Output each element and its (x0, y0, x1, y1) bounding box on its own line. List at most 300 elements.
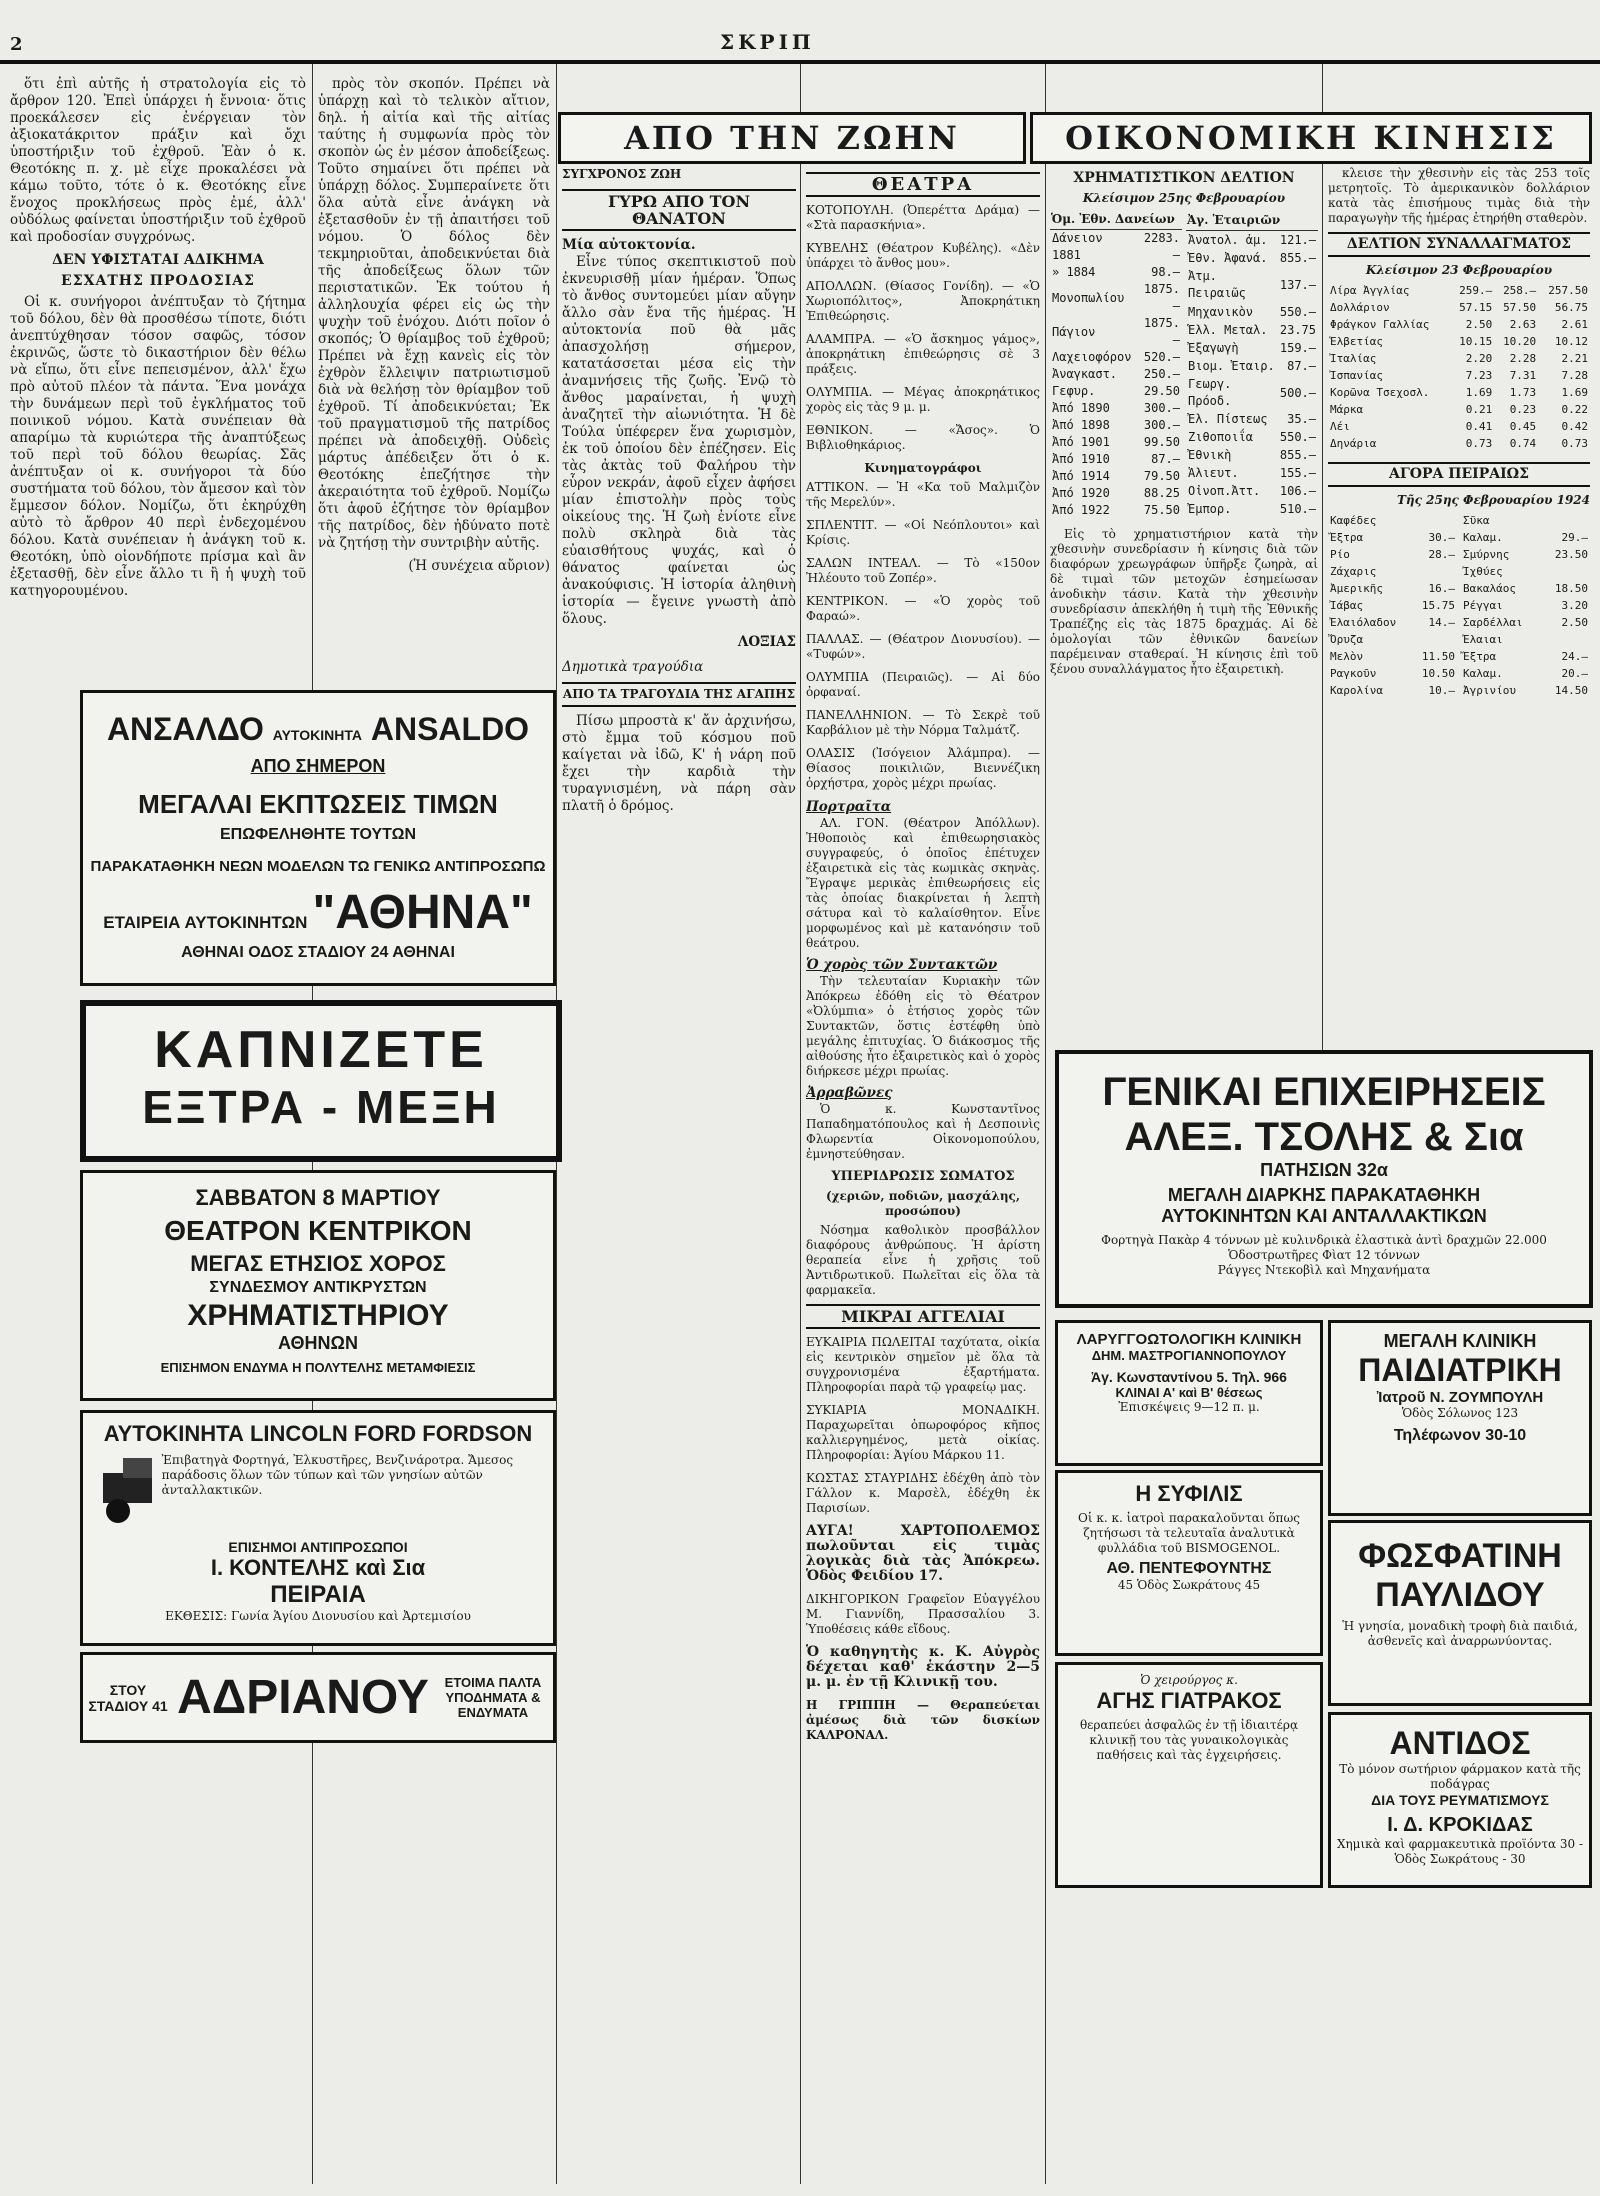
ad-line: ΕΞΤΡΑ - ΜΕΞΗ (142, 1081, 500, 1133)
table-row (1461, 631, 1590, 648)
ad-body: Οἱ κ. κ. ἰατροὶ παρακαλοῦνται ὅπως ζητήσωσι τὰ τελευταῖα ἀναλυτικὰ φυλλάδια τοῦ BISMOGENOL. (1078, 1511, 1300, 1555)
quote-value: 57.15 (1459, 301, 1493, 314)
ad-brand: ΑΝΣΑΛΔΟ (106, 711, 264, 747)
quote-label: Ζάχαρις (1330, 565, 1377, 578)
quote-label: Γεφυρ. (1052, 384, 1096, 398)
table-header: Ὁμ. Ἐθν. Δανείων (1050, 210, 1182, 230)
theatre-item: ΑΤΤΙΚΟΝ. — Ἡ «Κα τοῦ Μαλμιζὸν τῆς Μερελύν». (806, 480, 1040, 509)
quote-value: 99.50 (1143, 435, 1180, 449)
quote-label: Ἀπό 1914 (1052, 469, 1110, 483)
section-label: ΣΥΓΧΡΟΝΟΣ ΖΩΗ (562, 167, 682, 181)
column-rule (800, 64, 801, 2184)
theatre-item: ΕΘΝΙΚΟΝ. — «Ἄσος». Ὁ Βιβλιοθηκάριος. (806, 423, 1040, 452)
table-row (1050, 349, 1182, 366)
ad-antidol (1328, 1712, 1592, 1888)
table-row (1328, 418, 1590, 435)
classified-item: ΣΥΚΙΑΡΙΑ ΜΟΝΑΔΙΚΗ. Παραχωρεῖται ὀπωροφόρος κῆπος καλλιεργημένος, μετὰ οἰκίας. Πληροφορίαι: Ἀγίου Μάρκου 11. (806, 1403, 1040, 1462)
ad-body: θεραπεύει ἀσφαλῶς ἐν τῇ ἰδιαιτέρᾳ κλινικῇ του τὰς γυναικολογικὰς παθήσεις καὶ τὰς ἐγχειρήσεις. (1079, 1718, 1299, 1762)
quote-value (1542, 563, 1590, 580)
classifieds-list (806, 1335, 1040, 1743)
table-row (1328, 299, 1590, 316)
ad-line: Ι. ΚΟΝΤΕΛΗΣ καὶ Σια (210, 1555, 426, 1580)
quote-value: 87.— (1151, 452, 1180, 466)
table-row (1186, 465, 1318, 483)
ad-line: ΑΠΟ ΣΗΜΕΡΟΝ (250, 756, 386, 776)
column-3-article (562, 166, 796, 2126)
ad-line: ΑΥΤΟΚΙΝΗΤΩΝ ΚΑΙ ΑΝΤΑΛΛΑΚΤΙΚΩΝ (1161, 1206, 1487, 1226)
quote-value: 10.20 (1503, 335, 1537, 348)
table-row (1050, 417, 1182, 434)
cinema-heading: Κινηματογράφοι (864, 461, 982, 475)
quote-label: Καρολίνα (1330, 684, 1383, 697)
quote-value: 2.61 (1561, 318, 1588, 331)
quote-value: 2.63 (1509, 318, 1537, 331)
quote-label: Καλαμ. (1463, 531, 1503, 544)
quote-label: Σμύρνης (1463, 548, 1510, 561)
ad-agent: ΑΘ. ΠΕΝΤΕΦΟΥΝΤΗΣ (1106, 1560, 1272, 1577)
ad-name: ΑΝΤΙΔΟΣ (1389, 1725, 1531, 1761)
quote-label: Φράγκον Γαλλίας (1330, 318, 1430, 331)
ad-line: ΧΡΗΜΑΤΙΣΤΗΡΙΟΥ (187, 1299, 449, 1332)
quote-label: Καλαμ. (1463, 667, 1503, 680)
classified-item: Η ΓΡΙΠΠΗ — Θεραπεύεται ἀμέσως διὰ τῶν δισκίων ΚΑΛΡΟΝΑΛ. (806, 1698, 1040, 1742)
table-row (1328, 333, 1590, 350)
quote-value: 14.50 (1554, 684, 1588, 697)
banner-economic: ΟΙΚΟΝΟΜΙΚΗ ΚΙΝΗΣΙΣ (1030, 112, 1592, 164)
ad-line: ΠΕΙΡΑΙΑ (270, 1581, 366, 1608)
theatre-title: ΘΕΑΤΡΑ (806, 172, 1040, 197)
notice-subtitle: (χεριῶν, ποδιῶν, μασχάλης, προσώπου) (825, 1189, 1021, 1218)
quote-value: 257.50 (1548, 284, 1588, 297)
quote-value: 16.— (1428, 582, 1455, 595)
quote-label: » 1884 (1052, 265, 1096, 279)
table-row (1328, 631, 1457, 648)
quote-value: 259.— (1459, 284, 1493, 297)
quote-value: 1875.— (1143, 282, 1180, 313)
ad-dealer: Ι. Δ. ΚΡΟΚΙΔΑΣ (1387, 1814, 1533, 1836)
quote-value: 159.— (1279, 340, 1316, 355)
table-row (1186, 447, 1318, 465)
quote-value: 2.50 (1465, 318, 1493, 331)
ad-smoke (80, 1000, 562, 1162)
quote-label: Κορῶνα Τσεχοσλ. (1330, 386, 1430, 399)
quote-value: 56.75 (1554, 301, 1588, 314)
column-6-exchange (1328, 166, 1590, 1036)
theatre-item: ΚΟΤΟΠΟΥΛΗ. (Ὀπερέττα Δράμα) — «Στὰ παρασκήνια». (806, 203, 1040, 232)
quote-value: 35.— (1287, 412, 1316, 427)
quote-label: Ἑλλ. Μεταλ. (1188, 322, 1268, 337)
table-row (1186, 303, 1318, 321)
quote-label: Ἀπό 1910 (1052, 452, 1110, 466)
ad-line: ΘΕΑΤΡΟΝ ΚΕΝΤΡΙΚΟΝ (164, 1215, 472, 1246)
newspaper-name: ΣΚΡΙΠ (720, 30, 815, 54)
ad-line: Ράγγες Ντεκοβὶλ καὶ Μηχανήματα (1217, 1263, 1431, 1277)
article-title: ΓΥΡΩ ΑΠΟ ΤΟΝ ΘΑΝΑΤΟΝ (562, 189, 796, 231)
quote-value: 88.25 (1143, 486, 1180, 500)
table-row (1461, 563, 1590, 580)
table-row (1186, 429, 1318, 447)
classified-item: ΚΩΣΤΑΣ ΣΤΑΥΡΙΔΗΣ ἐδέχθη ἀπὸ τὸν Γάλλον κ. Μαρσὲλ, ἐδέχθη ἐκ Παρισίων. (806, 1471, 1040, 1515)
table-row (1328, 563, 1457, 580)
quote-label: Ἀπό 1898 (1052, 418, 1110, 432)
table-row (1328, 350, 1590, 367)
quote-value: 0.73 (1561, 437, 1588, 450)
table-row (1328, 435, 1590, 452)
quote-value: 1.69 (1561, 386, 1588, 399)
quote-label: Ἐλαιαι (1463, 633, 1503, 646)
table-row (1461, 597, 1590, 614)
quote-value: 28.— (1428, 548, 1455, 561)
quote-label: Ἁλιευτ. (1188, 466, 1239, 481)
quote-label: Βιομ. Ἑταιρ. (1188, 358, 1275, 373)
ad-sub: ΑΥΤΟΚΙΝΗΤΑ (272, 727, 362, 743)
quote-label: Ἑλβετίας (1330, 335, 1383, 348)
table-row (1050, 315, 1182, 349)
ad-syphilis (1055, 1470, 1323, 1656)
quote-value: 550.— (1279, 304, 1316, 319)
quote-value: 79.50 (1143, 469, 1180, 483)
table-row (1328, 384, 1590, 401)
table-row (1186, 249, 1318, 267)
ad-street: ΣΤΟΥ ΣΤΑΔΙΟΥ 41 (88, 1681, 168, 1714)
classifieds-title: ΜΙΚΡΑΙ ΑΓΓΕΛΙΑΙ (806, 1304, 1040, 1329)
ad-company: ΕΤΑΙΡΕΙΑ ΑΥΤΟΚΙΝΗΤΩΝ (103, 913, 308, 932)
table-row (1461, 512, 1590, 529)
quote-label: Ἰταλίας (1330, 352, 1377, 365)
ad-line: ΔΙΑ ΤΟΥΣ ΡΕΥΜΑΤΙΣΜΟΥΣ (1371, 1792, 1549, 1808)
quote-value: 20.— (1561, 667, 1588, 680)
ad-pediatric (1328, 1320, 1592, 1516)
table-row (1186, 411, 1318, 429)
quote-value: 0.41 (1465, 420, 1493, 433)
table-row (1050, 434, 1182, 451)
table-row (1328, 648, 1457, 665)
quote-value: 87.— (1287, 358, 1316, 373)
ad-ent-clinic (1055, 1320, 1323, 1466)
column-5-bourse (1050, 166, 1318, 1036)
ad-body: Ἡ γνησία, μοναδικὴ τροφὴ διὰ παιδιά, ἀσθενεῖς καὶ ἀναρρωνύοντας. (1342, 1619, 1578, 1648)
ad-line: Ὁδοστρωτῆρες Φὶατ 12 τόννων (1228, 1248, 1420, 1262)
quote-value: 10.12 (1554, 335, 1588, 348)
ad-adrianou (80, 1652, 556, 1743)
theatre-item: ΑΠΟΛΛΩΝ. (Θίασος Γονίδη). — «Ὁ Χωριοπόλιτος», Ἀποκρηάτικη Ἐπιθεώρησις. (806, 279, 1040, 323)
quote-value: 155.— (1279, 466, 1316, 481)
ad-line: ΜΕΓΑΣ ΕΤΗΣΙΟΣ ΧΟΡΟΣ (190, 1251, 446, 1276)
ad-line: Ἐπισκέψεις 9—12 π. μ. (1118, 1400, 1260, 1414)
quote-label: Ἀγρινίου (1463, 684, 1516, 697)
poem-body: Πίσω μπροστὰ κ' ἄν ἀρχινήσω, στὸ ἔμμα τοῦ κόσμου ποῦ καίγεται νὰ ἰδῶ, Κ' ἡ νάρη ποῦ ἔχει τὴν καρδιὰ τὴν τυραγνισμένη, νὰ πάρη σὰν πλατῆ ὁ δρόμος. (562, 713, 796, 814)
poem-title: ΑΠΟ ΤΑ ΤΡΑΓΟΥΔΙΑ ΤΗΣ ΑΓΑΠΗΣ (562, 682, 796, 707)
article-continued: (Ἡ συνέχεια αὔριον) (408, 558, 550, 574)
quote-value (1542, 631, 1590, 648)
quote-label: Λαχειοφόρον (1052, 350, 1132, 364)
ball-body: Τὴν τελευταίαν Κυριακὴν τῶν Ἀπόκρεω ἐδόθη εἰς τὸ Θέατρον «Ὀλύμπια» ὁ ἐτήσιος χορὸς τῶν Συντακτῶν, ὅστις ἐστέφθη ὑπὸ μεγάλης ἐπιτυχίας. Ὁ διάκοσμος τῆς αἰθούσης ἦτο ἐξαιρετικὸς καὶ ὁ χορὸς διήρκεσε μέχρι πρωίας. (806, 974, 1040, 1078)
bourse-title: ΧΡΗΜΑΤΙΣΤΙΚΟΝ ΔΕΛΤΙΟΝ (1073, 170, 1295, 186)
quote-value: 10.— (1428, 684, 1455, 697)
quote-value: 2.50 (1561, 616, 1588, 629)
ad-address: Ὁδὸς Σόλωνος 123 (1401, 1406, 1519, 1420)
column-rule (1322, 64, 1323, 1114)
quote-label: Ρίο (1330, 548, 1350, 561)
quote-label: Λίρα Ἀγγλίας (1330, 284, 1410, 297)
table-row (1186, 321, 1318, 339)
quote-label: Μονοπωλίου (1052, 290, 1125, 305)
quote-value: 29.— (1561, 531, 1588, 544)
ad-brand-latin: ANSALDO (370, 711, 530, 747)
column-4-theatre (806, 166, 1040, 2126)
piraeus-subtitle: Τῆς 25ης Φεβρουαρίου 1924 (1396, 493, 1590, 507)
bourse-table-loans (1050, 210, 1182, 519)
table-row (1186, 375, 1318, 411)
quote-label: Ἐλ. Πίστεως (1188, 412, 1268, 427)
ad-surgeon (1055, 1662, 1323, 1888)
ad-line: ΕΠΙΣΗΜΟΝ ΕΝΔΥΜΑ Η ΠΟΛΥΤΕΛΗΣ ΜΕΤΑΜΦΙΕΣΙΣ (160, 1360, 476, 1375)
theatre-item: ΚΥΒΕΛΗΣ (Θέατρον Κυβέλης). «Δὲν ὑπάρχει τὸ ἄνθος μου». (806, 241, 1040, 270)
theatre-item: ΟΛΥΜΠΙΑ (Πειραιῶς). — Αἱ δύο ὀρφαναί. (806, 670, 1040, 699)
quote-label: Ραγκοῦν (1330, 667, 1377, 680)
car-illustration (93, 1453, 152, 1533)
quote-label: Ἰάβας (1330, 599, 1364, 612)
ad-line: ΕΠΙΣΗΜΟΙ ΑΝΤΙΠΡΟΣΩΠΟΙ (228, 1539, 408, 1555)
theatre-item: ΠΑΝΕΛΛΗΝΙΟΝ. — Τὸ Σεκρὲ τοῦ Καρβάλιον μὲ τὴν Νόρμα Ταλμάτζ. (806, 708, 1040, 737)
table-row (1328, 282, 1590, 299)
notice-body: Νόσημα καθολικὸν προσβάλλον διαφόρους ἀνθρώπους. Ἡ ἀρίστη θεραπεία εἶνε ἡ χρῆσις τοῦ Ἀντιδρωτικοῦ. Πωλεῖται εἰς ὅλα τὰ φαρμακεῖα. (806, 1223, 1040, 1297)
ad-line: ΚΑΠΝΙΖΕΤΕ (154, 1021, 488, 1079)
quote-value: 18.50 (1554, 582, 1588, 595)
theatre-item: ΟΛΑΣΙΣ (Ἰσόγειον Ἀλάμπρα). — Θίασος ποικιλιῶν, Βιεννέζικη ὀρχήστρα, χορὸς μέχρι πρωίας. (806, 746, 1040, 790)
quote-label: Ἰχθύες (1463, 565, 1503, 578)
ad-address: ΠΑΤΗΣΙΩΝ 32α (1260, 1160, 1388, 1180)
quote-value: 0.21 (1465, 403, 1493, 416)
table-row (1461, 546, 1590, 563)
quote-label: Δολλάριον (1330, 301, 1390, 314)
quote-value: 1.69 (1465, 386, 1493, 399)
table-row (1461, 614, 1590, 631)
quote-label: Δάνειον 1881 (1052, 231, 1103, 262)
quote-value: 0.74 (1509, 437, 1537, 450)
table-row (1328, 512, 1457, 529)
bourse-subtitle: Κλείσιμον 25ης Φεβρουαρίου (1082, 191, 1286, 205)
ad-line: ΜΕΓΑΛΗ ΔΙΑΡΚΗΣ ΠΑΡΑΚΑΤΑΘΗΚΗ (1167, 1185, 1481, 1205)
ad-title: ΛΑΡΥΓΓΟΩΤΟΛΟΓΙΚΗ ΚΛΙΝΙΚΗ (1076, 1331, 1302, 1348)
quote-value: 14.— (1428, 616, 1455, 629)
ad-name: ΑΛΕΞ. ΤΣΟΛΗΣ & Σια (1124, 1115, 1524, 1159)
table-row (1050, 264, 1182, 281)
quote-value: 1.73 (1509, 386, 1537, 399)
theatre-list (806, 203, 1040, 791)
quote-label: Ἀνατολ. ἀμ. (1188, 232, 1268, 247)
quote-label: Ἐλαιόλαδον (1330, 616, 1397, 629)
quote-value: 2.21 (1561, 352, 1588, 365)
quote-value: 11.50 (1421, 650, 1455, 663)
ad-line: ΦΩΣΦΑΤΙΝΗ (1358, 1537, 1562, 1575)
masthead (0, 0, 1600, 64)
ad-line: ΠΑΡΑΚΑΤΑΘΗΚΗ ΝΕΩΝ ΜΟΔΕΛΩΝ ΤΩ ΓΕΝΙΚΩ ΑΝΤΙΠΡΟΣΩΠΩ (90, 858, 546, 875)
quote-label: Σαρδέλλαι (1463, 616, 1523, 629)
quote-label: Ἰσπανίας (1330, 369, 1383, 382)
table-row (1461, 648, 1590, 665)
table-row (1050, 502, 1182, 519)
notice-title: ΥΠΕΡΙΔΡΩΣΙΣ ΣΩΜΑΤΟΣ (831, 1169, 1015, 1184)
table-row (1050, 230, 1182, 265)
quote-label: Βακαλάος (1463, 582, 1516, 595)
classified-item: ΔΙΚΗΓΟΡΙΚΟΝ Γραφεῖον Εὐαγγέλου Μ. Γιαννίδη, Πρασσαλίου 3. Ὑποθέσεις κάθε εἴδους. (806, 1592, 1040, 1636)
quote-label: Ἐθν. Ἀφανά. (1188, 250, 1268, 265)
table-row (1328, 580, 1457, 597)
quote-value: 24.— (1561, 650, 1588, 663)
article-heading: ΔΕΝ ΥΦΙΣΤΑΤΑΙ ΑΔΙΚΗΜΑ (52, 252, 264, 268)
ad-ansaldo (80, 690, 556, 986)
market-body: Εἰς τὸ χρηματιστήριον κατὰ τὴν χθεσινὴν συνεδρίασιν ἡ κίνησις διὰ τῶν διαφόρων χρεωγράφων ὑπῆρξε ζωηρὰ, αἱ δὲ τιμαὶ τῶν μετοχῶν ἐσημείωσαν ἀνοδικὴν τάσιν. Κατὰ τὴν χθεσινὴν συνεδρίασιν ἀπεκλήθη ἡ τιμὴ τῆς Ἐθνικῆς Τραπέζης εἰς τὰς 1875 δραχμάς. Αἱ δὲ ὁμολογίαι τῶν ἐθνικῶν δανείων παρέμειναν σταθεραί. Ἡ κίνησις ἐπὶ τοῦ ξένου συναλλάγματος ἦτο ἐξαιρετικὴ. (1050, 527, 1318, 676)
poem-section: Δημοτικὰ τραγούδια (562, 659, 704, 675)
quote-value: 57.50 (1503, 301, 1537, 314)
ad-address: 45 Ὁδὸς Σωκράτους 45 (1117, 1578, 1261, 1592)
ad-line: ΣΥΝΔΕΣΜΟΥ ΑΝΤΙΚΡΥΣΤΩΝ (209, 1279, 427, 1296)
quote-label: Ἀναγκαστ. (1052, 367, 1118, 381)
table-row (1050, 383, 1182, 400)
ad-name: ΑΔΡΙΑΝΟΥ (177, 1671, 429, 1724)
quote-value: 10.15 (1459, 335, 1493, 348)
table-row (1050, 451, 1182, 468)
ad-line: ΕΠΩΦΕΛΗΘΗΤΕ ΤΟΥΤΩΝ (220, 826, 416, 843)
quote-value: 300.— (1143, 418, 1180, 432)
table-row (1328, 529, 1457, 546)
quote-value: 855.— (1279, 448, 1316, 463)
ad-company-name: "ΑΘΗΝΑ" (312, 886, 533, 939)
quote-value: 0.22 (1561, 403, 1588, 416)
ad-doctor: Ἰατροῦ Ν. ΖΟΥΜΠΟΥΛΗ (1376, 1389, 1544, 1406)
market-note: κλεισε τὴν χθεσινὴν εἰς τὰς 253 τοῖς μετρητοῖς. Τὸ ἀμερικανικὸν δολλάριον κατὰ τὰς ἐπισήμους τιμὰς διὰ τὴν παραγωγὴν τῆς ἡμέρας ἐτηρήθη σταθερὸν. (1328, 166, 1590, 225)
ad-address: Ἁγ. Κωνσταντίνου 5. Τηλ. 966 (1091, 1369, 1287, 1385)
article-body: Οἱ κ. συνήγοροι ἀνέπτυξαν τὸ ζήτημα τοῦ δόλου, δὲν θὰ προσθέσω τίποτε, διότι ἀνεπτύχθησαν τόσον σαφῶς, τόσον ἐκρινῶς, ὥστε τὸ δικαστήριον δὲν θέλω νὰ εἴπω, ὅτι εἶνε πεπεισμένον, ἀλλ' ἔχω πρὸ αὐτοῦ πλέον τὰ πάντα. Ἕνα μονάχα τὴν δυνάμεων περὶ τοῦ ἐγκλήματος τοῦ ποινικοῦ νόμου. Κατὰ συνέπειαν θὰ απαρίμω τὰ κυριώτερα τῆς ἀναπτύξεως τοῦ περὶ τοῦ δόλου θεωρίας. Σᾶς ἀνέπτυξαν οἱ κ. συνήγοροι τὰ δύο συστήματα τοῦ δόλου, τὸν ἄμεσον καὶ τὸν ἔμμεσον δόλον. Νομίζω, ὅτι ἐκηρύχθη αὐτὸ τὸ ἄρθρον 40 περὶ ἐνδεχομένου δόλου. Κατὰ συνέπειαν ἡ ἀνάγκη τοῦ κ. Θεοτόκη, ὑπὸ οἱονδήποτε πρίσμα καὶ ἂν ἐξετασθῇ, δὲν εἶνε ἄλλο τι ἢ ἡ ψυχὴ τοῦ κατηγορουμένου. (10, 294, 306, 599)
quote-label: Ἀτμ. Πειραιῶς (1188, 269, 1246, 301)
page-number: 2 (10, 34, 23, 55)
theatre-item: ΑΛΑΜΠΡΑ. — «Ὁ ἄσκημος γάμος», ἀποκρηάτικη ἐπιθεώρησις σὲ 3 πράξεις. (806, 332, 1040, 376)
quote-value: 0.45 (1509, 420, 1537, 433)
exchange-title: ΔΕΛΤΙΟΝ ΣΥΝΑΛΛΑΓΜΑΤΟΣ (1328, 232, 1590, 257)
ad-intro: Ὁ χειρούργος κ. (1140, 1673, 1238, 1687)
ad-line: Φορτηγὰ Πακὰρ 4 τόννων μὲ κυλινδρικὰ ἐλαστικὰ ἀντὶ δραχμῶν 22.000 (1101, 1233, 1547, 1247)
article-body: πρὸς τὸν σκοπόν. Πρέπει νὰ ὑπάρχῃ καὶ τὸ τελικὸν αἴτιον, δηλ. ἡ αἰτία καὶ τῆς αἰτίας ταύτης ἡ συμφωνία πρὸς τὸν σκοπὸν ὡς ἐν μέσον ἀποδείξεως. Τοῦτο σημαίνει ὅτι πρέπει νὰ ὑπάρχῃ δόλος. Συμπεραίνετε ὅτι ὅλα αὐτὰ εἶνε ἀνάγκη νὰ ἐξετασθοῦν ἐν τῇ ἀπαιτήσει τοῦ νόμου. Ὁ δόλος δὲν τεκμηριοῦται, ἀποδεικνύεται διὰ τῆς ἀποδείξεως ὅλων τῶν περιστατικῶν. Ἐκ τούτου ἡ ἀλληλουχία φέρει εἰς ὡς τὴν ψυχὴν τοῦ ἐνόχου. Διότι ποῖον ὁ σκοπός; Ὁ θρίαμβος τοῦ ἐχθροῦ; Πρέπει νὰ ἔχῃ κανεὶς εἰς τὸν ἐχθρὸν ἔλλειψιν πατριωτισμοῦ διὰ νὰ θελήσῃ τὸν θρίαμβον τοῦ ἐχθροῦ. Τί ἀποδεικνύεται; Ἐκ τοῦ πραγματισμοῦ τῆς πατρίδος πρέπει νὰ ἀποδειχθῇ. Οὐδεὶς μάρτυς ἀπέδειξεν ὅτι ὁ κ. Θεοτόκης ἐπεζήτησε τὴν ἀκεραιότητα τοῦ ἐχθροῦ. Νομίζω ὅτι ἀφοῦ ἐζήτησε τὸν θρίαμβον τῆς πατρίδος, δὲν ἠδύνατο ποτὲ νὰ ζητήσῃ τὴν συντριβὴν αὐτῆς. (318, 76, 550, 551)
quote-value: 2283.— (1143, 231, 1180, 262)
quote-label: Ἀπό 1901 (1052, 435, 1110, 449)
article-signature: ΛΟΞΙΑΣ (737, 634, 796, 650)
column-2-article (318, 76, 550, 676)
ad-title: ΜΕΓΑΛΗ ΚΛΙΝΙΚΗ (1383, 1331, 1537, 1351)
table-row (1328, 316, 1590, 333)
theatre-item: ΣΠΛΕΝΤΙΤ. — «Οἱ Νεόπλουτοι» καὶ Κρίσις. (806, 518, 1040, 547)
quote-value: 10.50 (1421, 667, 1455, 680)
table-row (1050, 485, 1182, 502)
table-row (1328, 546, 1457, 563)
quote-value: 0.42 (1561, 420, 1588, 433)
table-row (1186, 501, 1318, 519)
quote-value: 300.— (1143, 401, 1180, 415)
quote-label: Ἀπό 1890 (1052, 401, 1110, 415)
ad-ball (80, 1170, 556, 1401)
quote-label: Ὄρυζα (1330, 633, 1364, 646)
ad-phone: Τηλέφωνον 30-10 (1393, 1427, 1527, 1444)
table-row (1186, 267, 1318, 303)
quote-value (1412, 631, 1457, 648)
quote-value: 7.28 (1561, 369, 1588, 382)
quote-label: Δηνάρια (1330, 437, 1377, 450)
quote-value: 1875.— (1143, 316, 1180, 347)
table-row (1186, 483, 1318, 501)
table-row (1328, 367, 1590, 384)
table-row (1186, 357, 1318, 375)
ad-body: Τὸ μόνον σωτήριον φάρμακον κατὰ τῆς ποδάγρας (1339, 1762, 1581, 1791)
betrothals-body: Ὁ κ. Κωνσταντῖνος Παπαδηματόπουλος καὶ ἡ Δεσποινὶς Φλωρεντία Οἰκονομοπούλου, ἐμνηστεύθησαν. (806, 1102, 1040, 1161)
table-row (1461, 580, 1590, 597)
quote-value: 250.— (1143, 367, 1180, 381)
portraits-title: Πορτραῖτα (806, 799, 892, 815)
table-row (1461, 529, 1590, 546)
article-intro: ὅτι ἐπὶ αὐτῆς ἡ στρατολογία εἰς τὸ ἄρθρον 120. Ἐπεὶ ὑπάρχει ἡ ἔννοια· ὅτις προεκάλεσεν εἰς ἐνέργειαν τὸν ἀξιοκατάκριτον πράξιν καὶ ὄχι ὑποστήριξιν τοῦ ἐχθροῦ. Ἐὰν ὁ κ. Θεοτόκης π. χ. μὲ εἶχε προκαλέσει νὰ κάμω τοῦτο, τότε ὁ κ. Θεοτόκης εἶνε ἔνοχος προκλήσεως πρὸς ἐμέ, ἀλλ' οὐδόλως φαίνεται ὑποστήριξιν τοῦ ἐχθροῦ καὶ προδοσίαν συγχρόνως. (10, 76, 306, 245)
quote-value (1412, 512, 1457, 529)
table-row (1050, 468, 1182, 485)
ad-cars (80, 1410, 556, 1646)
quote-value: 23.50 (1554, 548, 1588, 561)
quote-label: Λέι (1330, 420, 1350, 433)
classified-item: Ὁ καθηγητὴς κ. Κ. Αὐγρὸς δέχεται καθ' ἑκάστην 2—5 μ. μ. ἐν τῇ Κλινικῇ του. (806, 1644, 1040, 1690)
quote-label: Σῦκα (1463, 514, 1490, 527)
banner-from-life: ΑΠΟ ΤΗΝ ΖΩΗΝ (558, 112, 1026, 164)
ad-address: ΕΚΘΕΣΙΣ: Γωνία Ἁγίου Διονυσίου καὶ Ἀρτεμισίου (165, 1609, 471, 1623)
quote-value: 510.— (1279, 502, 1316, 517)
quote-label: Ἔξτρα (1330, 531, 1364, 544)
ad-line: ΑΘΗΝΩΝ (278, 1333, 358, 1353)
piraeus-table-right (1461, 512, 1590, 699)
column-1-article (10, 76, 306, 676)
table-row (1328, 682, 1457, 699)
article-body: Εἶνε τύπος σκεπτικιστοῦ ποὺ ἐκνευρισθῇ μίαν ἡμέραν. Ὅπως τὸ ἄνθος συντομεύει μίαν αὔγην ἄλλο σὰν ἔνα τῆς ἡμέρας. Ἡ αὐτοκτονία ποῦ θὰ μᾶς ἀπασχολήσῃ σήμερον, κατατάσσεται μέσα εἰς τὴν ἀναμνήσεις τῆς ζωῆς. Ἐνῷ τὸ ἄνθος μαραίνεται, ἡ ψυχὴ ἀναζητεῖ τὴν αἰωνιότητα. Ἡ δὲ Τούλα ὑπέφερεν ἕνα χωρισμὸν, ἐκ τοῦ ὁποίου δὲν ἐπέζησεν. Εἰς τὰς ἀκτὰς τοῦ Φαλήρου τὴν εὗρον νεκράν, ἀφοῦ εἶχεν ἀφήσει μίαν ἐπιστολὴν πρὸς τοὺς οἰκείους της. Ἡ ζωὴ ἐνίοτε εἶνε πολὺ σκληρὰ διὰ τὰς εὐαισθήτους ψυχάς, καὶ ὁ θάνατος φαίνεται ὡς ἀνακούφισις. Ἡ ἱστορία ἀληθινὴ ἱστορία — ἔγεινε γνωστὴ ἀπὸ ὅλους. (562, 254, 796, 627)
theatre-item: ΣΑΛΩΝ ΙΝΤΕΑΛ. — Τὸ «150ον Ἠλέουτο τοῦ Ζοπέρ». (806, 556, 1040, 585)
ad-address: Χημικὰ καὶ φαρμακευτικὰ προϊόντα 30 - Ὁδὸς Σωκράτους - 30 (1336, 1837, 1584, 1866)
ad-line: ΠΑΥΛΙΔΟΥ (1375, 1576, 1545, 1614)
quote-value: 258.— (1503, 284, 1537, 297)
ad-line: ΣΑΒΒΑΤΟΝ 8 ΜΑΡΤΙΟΥ (195, 1185, 441, 1210)
article-subheading: ΕΣΧΑΤΗΣ ΠΡΟΔΟΣΙΑΣ (61, 273, 255, 289)
ad-name: ΑΓΗΣ ΓΙΑΤΡΑΚΟΣ (1096, 1688, 1282, 1713)
ad-title: ΑΥΤΟΚΙΝΗΤΑ LINCOLN FORD FORDSON (103, 1421, 533, 1446)
quote-label: Ἐμπορ. (1188, 502, 1232, 517)
table-row (1461, 682, 1590, 699)
column-rule (1045, 64, 1046, 2184)
quote-value: 2.20 (1465, 352, 1493, 365)
ad-tsolis (1055, 1050, 1593, 1308)
quote-value: 30.— (1428, 531, 1455, 544)
ad-goods: ΕΤΟΙΜΑ ΠΑΛΤΑ ΥΠΟΔΗΜΑΤΑ & ΕΝΔΥΜΑΤΑ (444, 1675, 542, 1720)
table-header: Ἀγ. Ἑταιριῶν (1186, 210, 1318, 231)
theatre-item: ΠΑΛΛΑΣ. — (Θέατρον Διονυσίου). — «Τυφών». (806, 632, 1040, 661)
table-row (1186, 231, 1318, 250)
table-row (1328, 401, 1590, 418)
ad-phosphatine (1328, 1520, 1592, 1706)
classified-item: ΕΥΚΑΙΡΙΑ ΠΩΛΕΙΤΑΙ ταχύτατα, οἰκία εἰς κεντρικὸν σημεῖον μὲ ὅλα τὰ συγχρονισμένα ἐξαρτήματα. Πληροφορίαι παρὰ τῷ γραφείῳ μας. (806, 1335, 1040, 1394)
ad-line: ΜΕΓΑΛΑΙ ΕΚΠΤΩΣΕΙΣ ΤΙΜΩΝ (138, 789, 498, 819)
quote-value: 137.— (1279, 277, 1316, 292)
quote-value: 7.31 (1509, 369, 1537, 382)
quote-label: Ρέγγαι (1463, 599, 1503, 612)
quote-value: 75.50 (1143, 503, 1180, 517)
quote-value: 0.23 (1509, 403, 1537, 416)
quote-label: Μελὸν (1330, 650, 1364, 663)
article-subtitle: Μία αὐτοκτονία. (562, 237, 696, 253)
quote-value: 0.73 (1465, 437, 1493, 450)
ad-body: Ἐπιβατηγὰ Φορτηγά, Ἐλκυστῆρες, Βενζινάροτρα. Ἄμεσος παράδοσις ὅλων τῶν τύπων καὶ τῶν γνησίων αὐτῶν ἀνταλλακτικῶν. (161, 1453, 514, 1497)
ad-line: ΚΛΙΝΑΙ Α' καὶ Β' θέσεως (1115, 1385, 1263, 1400)
